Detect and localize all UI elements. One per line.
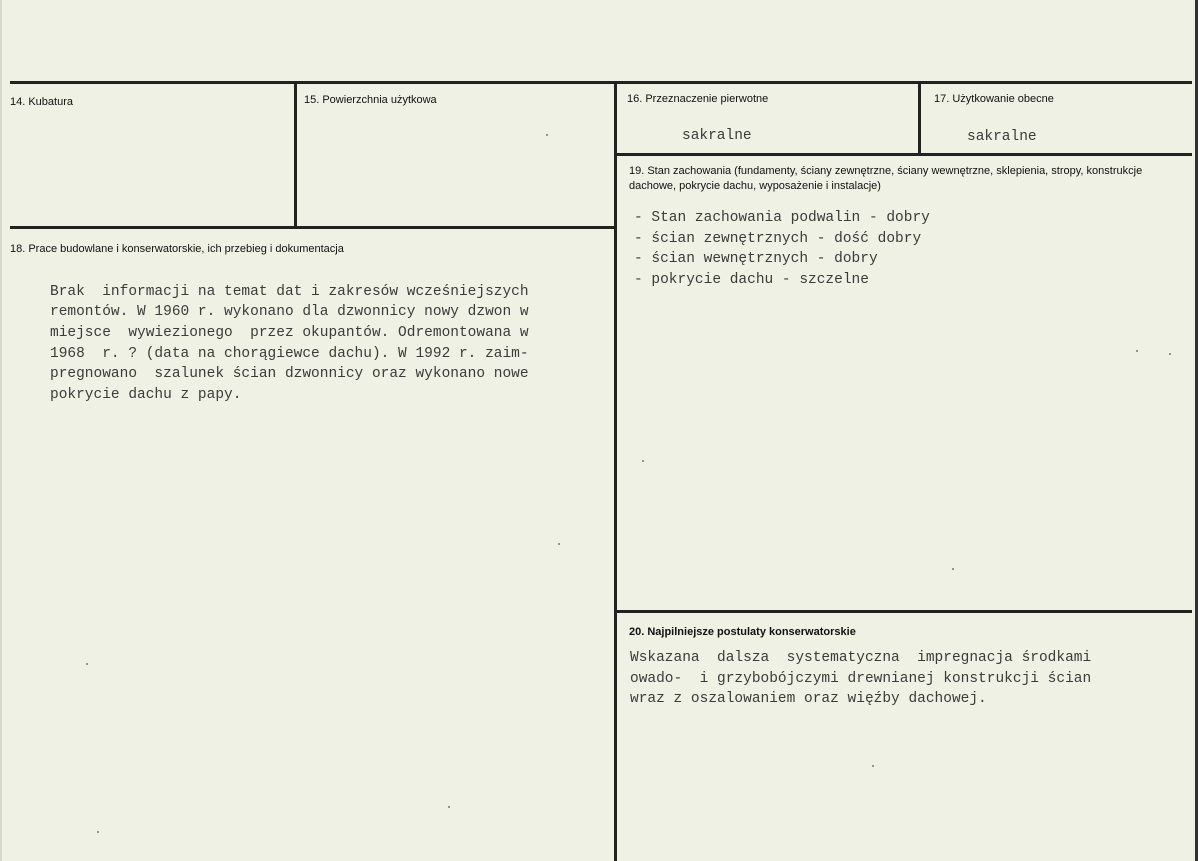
field-16-value: sakralne xyxy=(682,128,752,144)
paper-speck xyxy=(97,831,99,833)
paper-speck xyxy=(952,568,954,570)
field-15-label: 15. Powierzchnia użytkowa xyxy=(304,94,437,106)
field-17-label: 17. Użytkowanie obecne xyxy=(934,93,1054,105)
text-line: wraz z oszalowaniem oraz więźby dachowej. xyxy=(630,691,987,707)
text-line: - ścian zewnętrznych - dość dobry xyxy=(634,231,922,247)
paper-speck xyxy=(872,765,874,767)
paper-speck xyxy=(1136,350,1138,352)
field-18-label: 18. Prace budowlane i konserwatorskie, ich przebieg i dokumentacja xyxy=(10,243,344,255)
field-19-label: 19. Stan zachowania (fundamenty, ściany zewnętrzne, ściany wewnętrzne, sklepienia, stropy, konstrukcje dachowe, pokrycie dachu, wyposażenie i instalacje) xyxy=(629,165,1143,192)
paper-speck xyxy=(1169,353,1171,355)
text-line: miejsce wywiezionego przez okupantów. Odremontowana w xyxy=(50,325,529,341)
divider-left-right xyxy=(614,84,617,861)
divider-14-15 xyxy=(294,84,297,229)
text-line: - Stan zachowania podwalin - dobry xyxy=(634,210,930,226)
field-17-value: sakralne xyxy=(967,129,1037,145)
text-line: pregnowano szalunek ścian dzwonnicy oraz wykonano nowe xyxy=(50,366,529,382)
paper-speck xyxy=(546,134,548,136)
rule-under-14-15 xyxy=(10,226,616,229)
text-line: owado- i grzybobójczymi drewnianej konstrukcji ścian xyxy=(630,671,1092,687)
paper-speck xyxy=(86,663,88,665)
field-14-label: 14. Kubatura xyxy=(10,96,73,108)
paper-speck xyxy=(558,543,560,545)
rule-above-20 xyxy=(617,610,1192,613)
top-rule xyxy=(10,81,1192,84)
text-line: Wskazana dalsza systematyczna impregnacja środkami xyxy=(630,650,1092,666)
divider-16-17 xyxy=(918,84,921,155)
text-line: remontów. W 1960 r. wykonano dla dzwonnicy nowy dzwon w xyxy=(50,304,529,320)
text-line: pokrycie dachu z papy. xyxy=(50,387,242,403)
field-16-label: 16. Przeznaczenie pierwotne xyxy=(627,93,769,105)
text-line: - ścian wewnętrznych - dobry xyxy=(634,251,878,267)
paper-speck xyxy=(448,806,450,808)
text-line: 1968 r. ? (data na chorągiewce dachu). W 1992 r. zaim- xyxy=(50,346,529,362)
text-line: - pokrycie dachu - szczelne xyxy=(634,272,869,288)
rule-under-16-17 xyxy=(617,153,1192,156)
text-line: Brak informacji na temat dat i zakresów wcześniejszych xyxy=(50,284,529,300)
paper-speck xyxy=(642,460,644,462)
field-20-label: 20. Najpilniejsze postulaty konserwatorskie xyxy=(629,626,856,638)
